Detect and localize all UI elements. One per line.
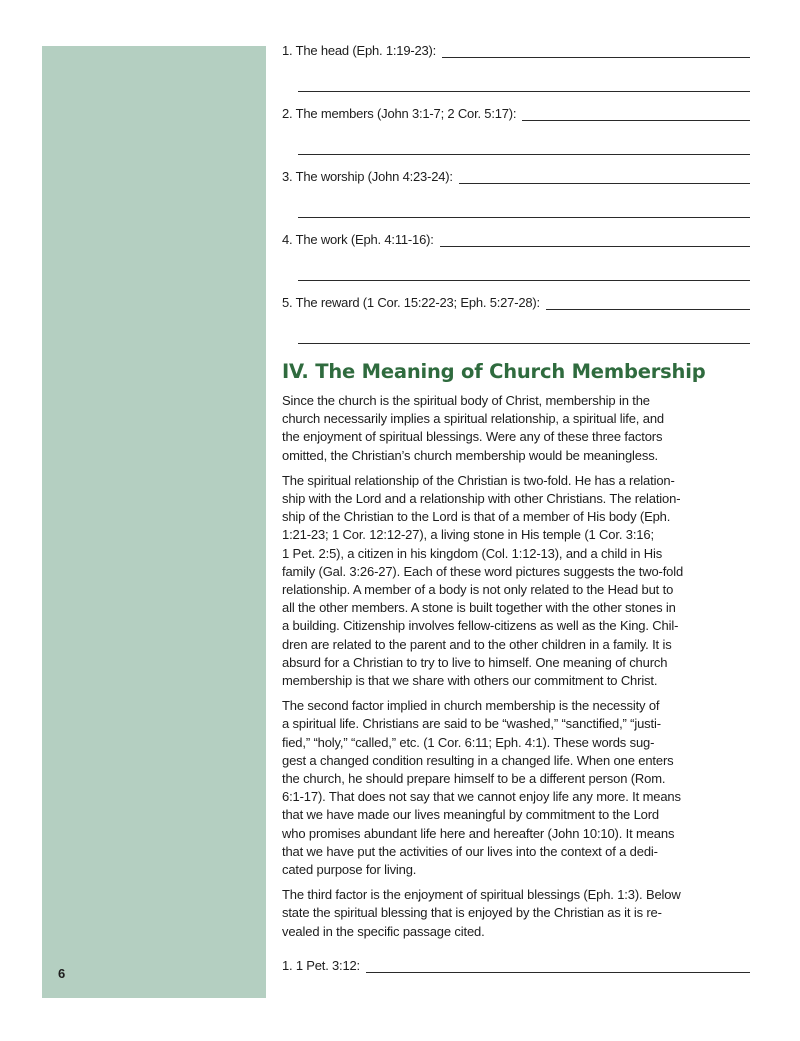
answer-line[interactable] (442, 43, 750, 58)
question-label: 2. The members (John 3:1-7; 2 Cor. 5:17): (282, 106, 517, 121)
text-line: absurd for a Christian to try to live to himself. One meaning of church (282, 654, 668, 670)
answer-line[interactable] (366, 958, 750, 973)
question-bottom-1 (282, 955, 750, 975)
text-line: ship of the Christian to the Lord is that of a member of His body (Eph. (282, 509, 671, 525)
text-line: membership is that we share with others our commitment to Christ. (282, 673, 658, 689)
text-line: family (Gal. 3:26-27). Each of these word pictures suggests the two-fold (282, 563, 684, 579)
text-line: fied,” “holy,” “called,” etc. (1 Cor. 6:11; Eph. 4:1). These words sug- (282, 734, 655, 750)
question-label: 1. The head (Eph. 1:19-23): (282, 43, 437, 58)
question-1 (282, 40, 750, 92)
text-line: omitted, the Christian’s church membership would be meaningless. (282, 447, 659, 463)
answer-line-continued[interactable] (298, 249, 750, 281)
answer-line-continued[interactable] (298, 60, 750, 92)
question-label: 1. 1 Pet. 3:12: (282, 957, 360, 973)
left-sidebar-panel (42, 46, 266, 998)
page-number: 6 (58, 966, 66, 981)
answer-line-continued[interactable] (298, 312, 750, 344)
text-line: who promises abundant life here and hereafter (John 10:10). It means (282, 825, 675, 841)
text-line: a building. Citizenship involves fellow-citizens as well as the King. Chil- (282, 618, 679, 634)
answer-line[interactable] (440, 232, 750, 247)
question-label: 3. The worship (John 4:23-24): (282, 169, 453, 184)
text-line: that we have made our lives meaningful by commitment to the Lord (282, 807, 659, 823)
text-line: vealed in the specific passage cited. (282, 923, 485, 939)
paragraph-relationship (282, 472, 750, 690)
answer-line-continued[interactable] (298, 123, 750, 155)
question-5 (282, 292, 750, 344)
paragraph-intro (282, 392, 750, 465)
question-label: 4. The work (Eph. 4:11-16): (282, 232, 434, 247)
text-line: relationship. A member of a body is not only related to the Head but to (282, 582, 674, 598)
text-line: Since the church is the spiritual body of Christ, membership in the (282, 393, 650, 408)
question-2 (282, 103, 750, 155)
text-line: dren are related to the parent and to the other children in a family. It is (282, 636, 672, 652)
answer-line[interactable] (522, 106, 750, 121)
text-line: church necessarily implies a spiritual relationship, a spiritual life, and (282, 411, 664, 427)
text-line: 1 Pet. 2:5), a citizen in his kingdom (Col. 1:12-13), and a child in His (282, 545, 663, 561)
text-line: that we have put the activities of our lives into the context of a dedi- (282, 843, 658, 859)
text-line: 1:21-23; 1 Cor. 12:12-27), a living stone in His temple (1 Cor. 3:16; (282, 527, 654, 543)
answer-line-continued[interactable] (298, 186, 750, 218)
text-line: ship with the Lord and a relationship with other Christians. The relation- (282, 491, 681, 507)
text-line: The third factor is the enjoyment of spiritual blessings (Eph. 1:3). Below (282, 887, 681, 903)
text-line: The spiritual relationship of the Christian is two-fold. He has a relation- (282, 472, 675, 488)
text-line: all the other members. A stone is built together with the other stones in (282, 600, 676, 616)
question-3 (282, 166, 750, 218)
answer-line[interactable] (546, 295, 750, 310)
question-4 (282, 229, 750, 281)
text-line: The second factor implied in church membership is the necessity of (282, 698, 660, 714)
text-line: the church, he should prepare himself to be a different person (Rom. (282, 771, 666, 787)
question-label: 5. The reward (1 Cor. 15:22-23; Eph. 5:27-28): (282, 295, 540, 310)
section-heading: IV. The Meaning of Church Membership (282, 360, 706, 383)
text-line: cated purpose for living. (282, 862, 417, 878)
paragraph-blessings (282, 886, 750, 941)
text-line: a spiritual life. Christians are said to be “washed,” “sanctified,” “justi- (282, 716, 661, 732)
text-line: the enjoyment of spiritual blessings. Were any of these three factors (282, 429, 663, 445)
text-line: 6:1-17). That does not say that we cannot enjoy life any more. It means (282, 789, 681, 805)
text-line: state the spiritual blessing that is enjoyed by the Christian as it is re- (282, 905, 662, 921)
answer-line[interactable] (459, 169, 750, 184)
text-line: gest a changed condition resulting in a changed life. When one enters (282, 752, 674, 768)
worksheet-content (282, 40, 750, 975)
paragraph-spiritual-life (282, 697, 750, 879)
